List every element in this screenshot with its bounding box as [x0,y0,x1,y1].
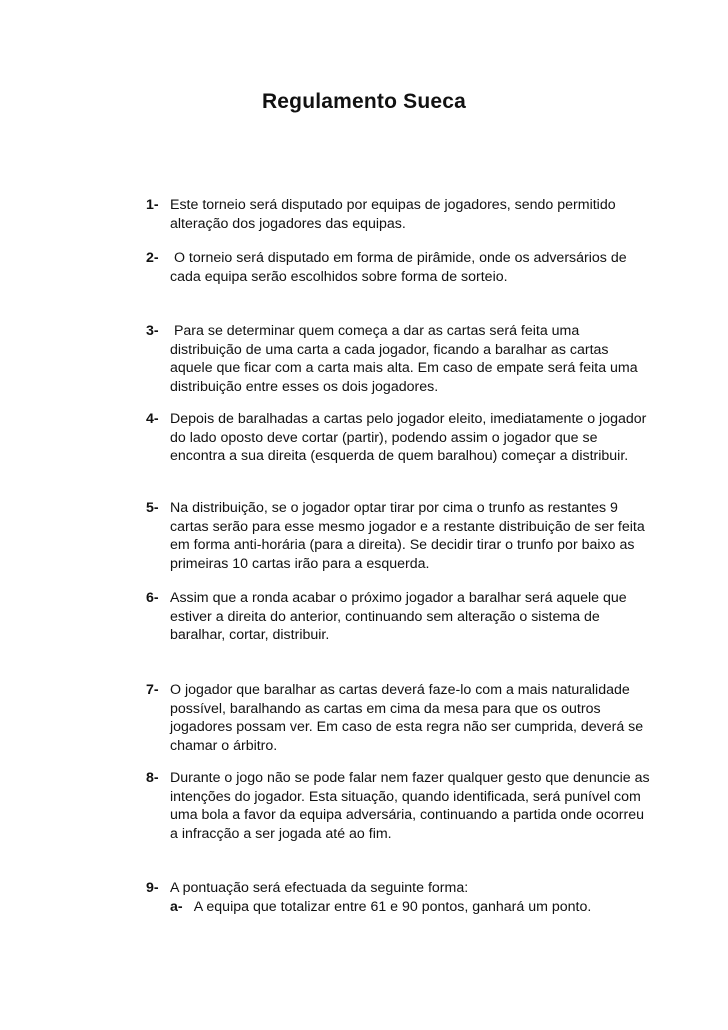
rule-line: Na distribuição, se o jogador optar tirar por cima o trunfo as restantes 9 [170,500,618,516]
rule-number: 8- [146,770,159,786]
rule-text [170,196,636,233]
rule-item-2 [146,249,636,286]
rule-number: 7- [146,682,159,698]
rule-item-7 [146,681,644,755]
rule-line: do lado oposto deve cortar (partir), podendo assim o jogador que se [170,429,598,446]
subitem-letter: a- [170,899,183,915]
page-title: Regulamento Sueca [261,90,467,113]
rule-line: O jogador que baralhar as cartas deverá faze-lo com a mais naturalidade [170,682,630,698]
rule-line: Assim que a ronda acabar o próximo jogador a baralhar será aquele que [170,590,627,606]
rule-number: 1- [146,197,159,213]
rule-line: cada equipa serão escolhidos sobre forma de sorteio. [170,268,508,285]
rule-item-9 [146,879,636,898]
rule-item-5 [146,499,645,573]
rule-line: O torneio será disputado em forma de pirâmide, onde os adversários de [170,250,627,266]
rule-subitem [170,898,640,917]
rule-line: Este torneio será disputado por equipas de jogadores, sendo permitido [170,197,616,213]
rule-line: a infracção a ser jogada até ao fim. [170,825,392,842]
rule-item-3 [146,322,636,396]
rule-text [170,322,636,396]
rule-line: distribuição entre esses os dois jogadores. [170,378,439,395]
rule-line: Durante o jogo não se pode falar nem fazer qualquer gesto que denuncie as [170,770,650,786]
rule-line: distribuição de uma carta a cada jogador, ficando a baralhar as cartas [170,341,609,358]
rule-line: Depois de baralhadas a cartas pelo jogador eleito, imediatamente o jogador [170,411,647,427]
rule-line: possível, baralhando as cartas em cima da mesa para que os outros [170,700,601,717]
rule-line: jogadores possam ver. Em caso de esta regra não ser cumprida, deverá se [170,719,644,735]
rule-line: baralhar, cortar, distribuir. [170,627,330,643]
rule-line: A pontuação será efectuada da seguinte forma: [170,880,469,896]
rule-line: encontra a sua direita (esquerda de quem baralhou) começar a distribuir. [170,448,629,464]
rule-text [170,410,647,466]
rule-line: alteração dos jogadores das equipas. [170,215,406,232]
rule-item-1 [146,196,636,233]
rule-text [170,769,650,843]
rule-item-4 [146,410,647,466]
rule-text [170,681,644,755]
rule-text [170,589,636,645]
rule-number: 3- [146,323,159,339]
rule-number: 9- [146,880,159,896]
rule-line: aquele que ficar com a carta mais alta. Em caso de empate será feita uma [170,360,638,376]
rule-line: intenções do jogador. Esta situação, quando identificada, será punível com [170,788,641,805]
rule-line: em forma anti-horária (para a direita). Se decidir tirar o trunfo por baixo as [170,537,635,553]
rule-text [170,249,636,286]
rule-line: estiver a direita do anterior, continuando sem alteração o sistema de [170,608,600,625]
rule-line: uma bola a favor da equipa adversária, continuando a partida onde ocorreu [170,807,645,823]
rule-number: 4- [146,411,159,427]
rule-line: Para se determinar quem começa a dar as cartas será feita uma [170,323,580,339]
rule-item-6 [146,589,636,645]
rule-text [170,499,645,573]
rule-line: chamar o árbitro. [170,737,278,754]
rule-item-8 [146,769,650,843]
subitem-text: A equipa que totalizar entre 61 e 90 pontos, ganhará um ponto. [190,899,592,915]
rule-number: 5- [146,500,159,516]
rule-number: 2- [146,250,159,266]
rule-line: cartas serão para esse mesmo jogador e a restante distribuição de ser feita [170,518,645,535]
rule-number: 6- [146,590,159,606]
rule-text [170,879,636,898]
rule-line: primeiras 10 cartas irão para a esquerda. [170,555,430,572]
